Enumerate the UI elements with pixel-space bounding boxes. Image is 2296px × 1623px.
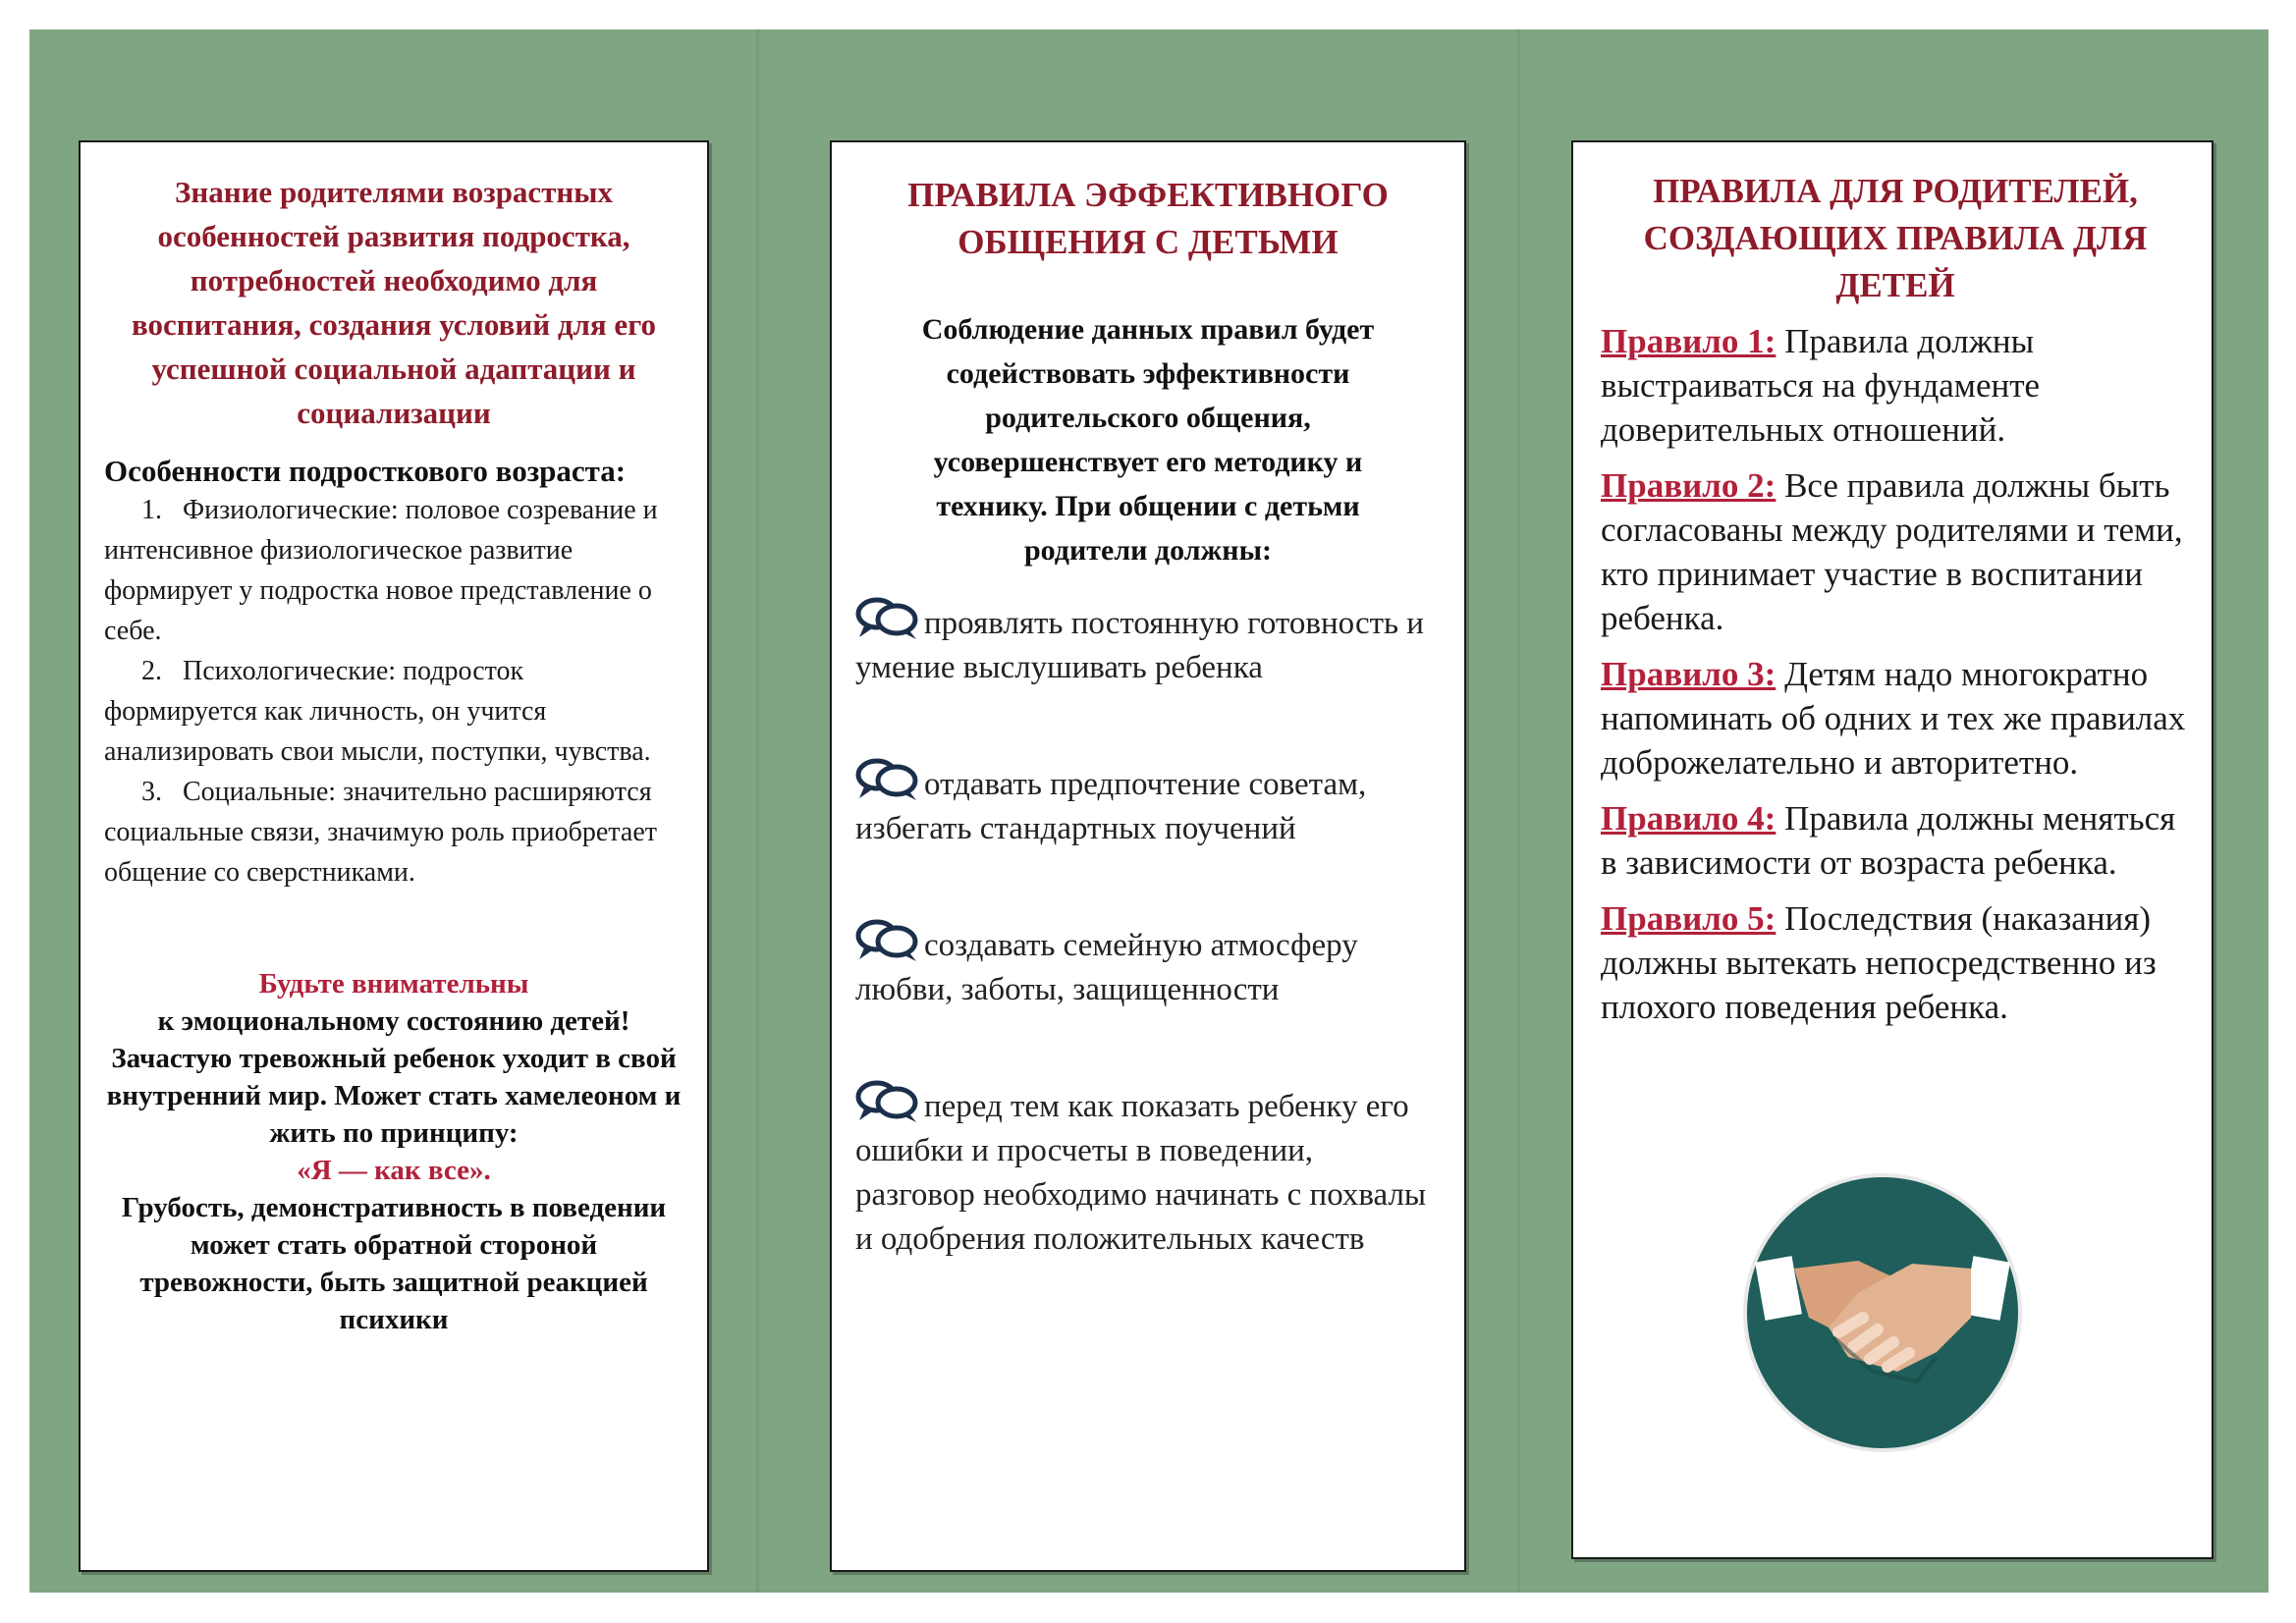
rule-item: Правило 5: Последствия (наказания) должны вытекать непосредственно из плохого поведения ребенка. <box>1601 899 2157 1026</box>
speech-bubbles-icon <box>855 918 920 963</box>
panel1-subheading: Особенности подросткового возраста: <box>104 454 627 488</box>
panel2-intro: Соблюдение данных правил будет содействовать эффективности родительского общения, усовершенствует его методику и технику. При общении с детьми родители должны: <box>921 313 1375 567</box>
speech-bubbles-icon <box>855 596 920 641</box>
list-item: 1. Физиологические: половое созревание и интенсивное физиологическое развитие формирует у подростка новое представление о себе. <box>104 495 658 646</box>
handshake-icon <box>1740 1170 2025 1455</box>
list-item: перед тем как показать ребенку его ошибки и просчеты в поведении, разговор необходимо начинать с похвалы и одобрения положительных качеств <box>855 1079 1441 1262</box>
attention-quote: «Я — как все». <box>297 1155 491 1186</box>
age-features-list <box>104 490 683 893</box>
panel1-heading: Знание родителями возрастных особенностей развития подростка, потребностей необходимо для воспитания, создания условий для его успешной социальной адаптации и социализации <box>132 175 656 430</box>
panel-left <box>79 140 709 1572</box>
list-item: создавать семейную атмосферу любви, заботы, защищенности <box>855 918 1441 1012</box>
rule-item: Правило 3: Детям надо многократно напоминать об одних и тех же правилах доброжелательно и авторитетно. <box>1601 655 2186 782</box>
rule-item: Правило 1: Правила должны выстраиваться на фундаменте доверительных отношений. <box>1601 322 2041 449</box>
panel-middle <box>830 140 1466 1572</box>
attention-block <box>104 965 683 1338</box>
attention-text-2: Грубость, демонстративность в поведении может стать обратной стороной тревожности, быть защитной реакцией психики <box>121 1192 667 1335</box>
rule-item: Правило 2: Все правила должны быть согласованы между родителями и теми, кто принимает участие в воспитании ребенка. <box>1601 466 2183 637</box>
panel3-heading: ПРАВИЛА ДЛЯ РОДИТЕЛЕЙ, СОЗДАЮЩИХ ПРАВИЛА ДЛЯ ДЕТЕЙ <box>1643 172 2148 304</box>
fold-line <box>756 29 759 1593</box>
list-item: проявлять постоянную готовность и умение выслушивать ребенка <box>855 596 1441 690</box>
speech-bubbles-icon <box>855 757 920 802</box>
list-item: 2. Психологические: подросток формируется как личность, он учится анализировать свои мысли, поступки, чувства. <box>104 656 651 767</box>
panel2-heading: ПРАВИЛА ЭФФЕКТИВНОГО ОБЩЕНИЯ С ДЕТЬМИ <box>907 176 1389 261</box>
panel-right <box>1571 140 2214 1559</box>
attention-title: Будьте внимательны <box>258 968 529 1000</box>
attention-text-1: к эмоциональному состоянию детей! Зачастую тревожный ребенок уходит в свой внутренний мир. Может стать хамелеоном и жить по принципу: <box>106 1005 682 1149</box>
speech-bubbles-icon <box>855 1079 920 1124</box>
rule-item: Правило 4: Правила должны меняться в зависимости от возраста ребенка. <box>1601 799 2176 882</box>
list-item: отдавать предпочтение советам, избегать стандартных поучений <box>855 757 1441 851</box>
list-item: 3. Социальные: значительно расширяются социальные связи, значимую роль приобретает общение со сверстниками. <box>104 777 657 888</box>
fold-line <box>1517 29 1520 1593</box>
